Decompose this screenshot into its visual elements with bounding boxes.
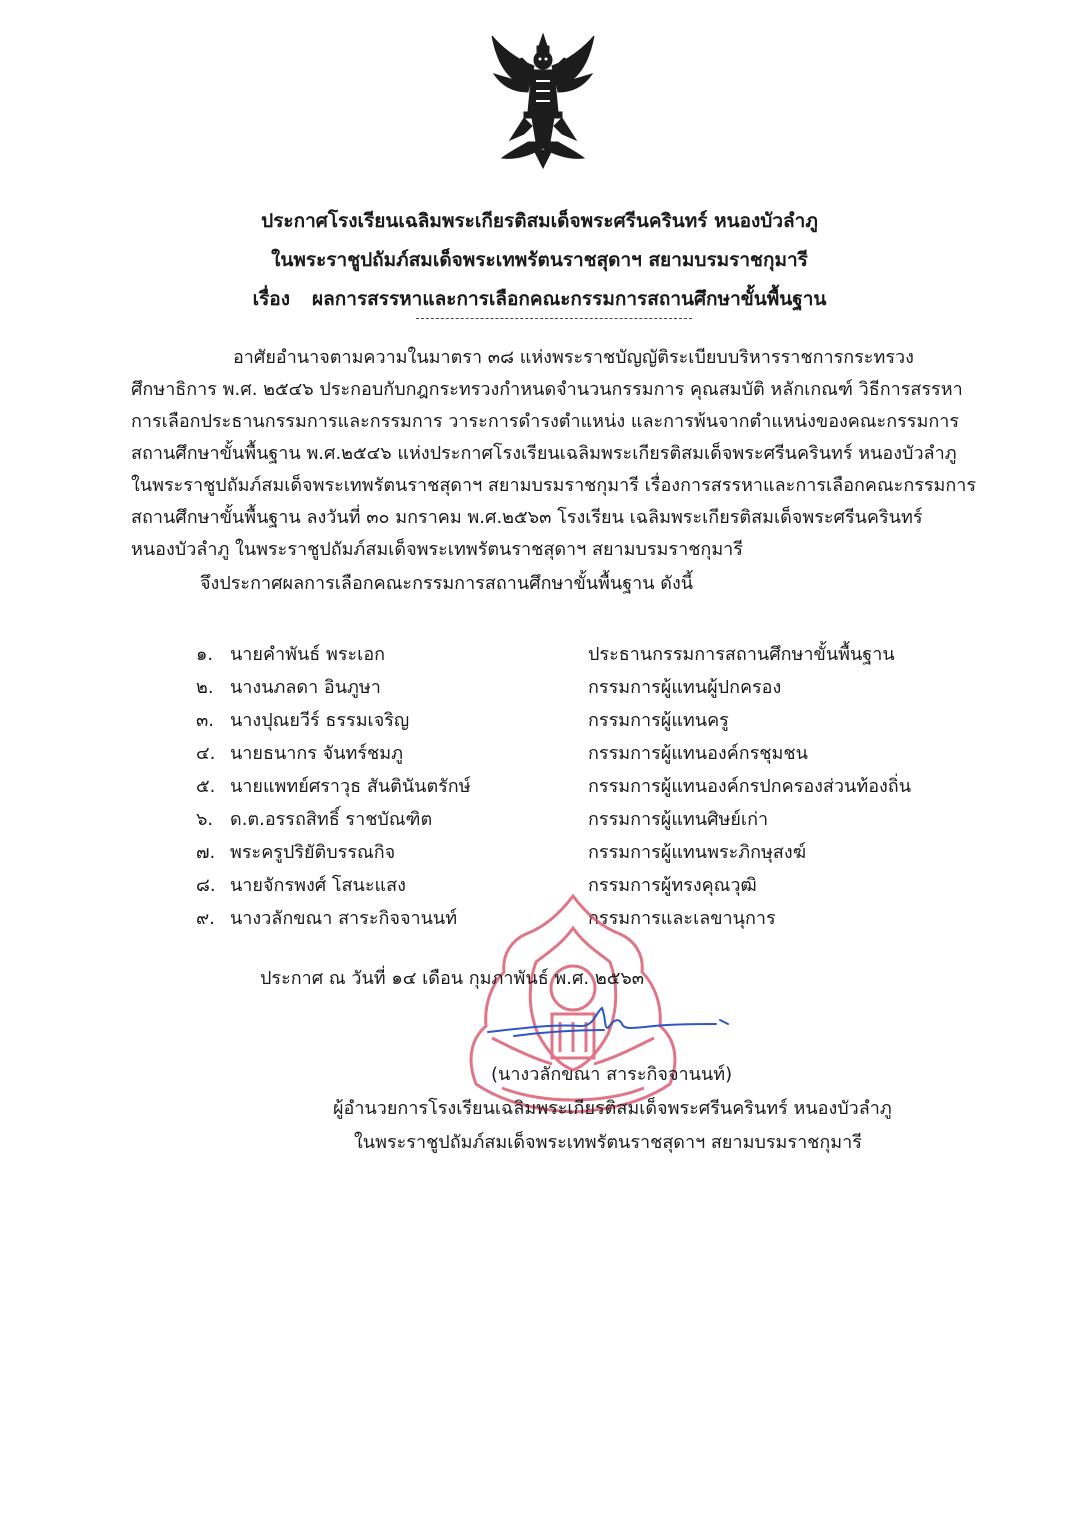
member-number: ๔. — [196, 743, 216, 764]
member-row — [0, 837, 1079, 865]
member-role: กรรมการผู้แทนองค์กรปกครองส่วนท้องถิ่น — [588, 776, 911, 797]
member-row — [0, 705, 1079, 733]
title-line-1: ประกาศโรงเรียนเฉลิมพระเกียรติสมเด็จพระศรีนครินทร์ หนองบัวลำภู — [261, 210, 818, 232]
member-role: กรรมการและเลขานุการ — [588, 908, 776, 929]
member-role: กรรมการผู้แทนศิษย์เก่า — [588, 809, 769, 830]
subject-line — [0, 284, 1079, 314]
member-number: ๖. — [196, 809, 214, 830]
announcement-date: ประกาศ ณ วันที่ ๑๔ เดือน กุมภาพันธ์ พ.ศ. ๒๕๖๓ — [260, 968, 645, 989]
member-row — [0, 771, 1079, 799]
garuda-emblem-icon — [488, 30, 598, 170]
member-number: ๓. — [196, 710, 215, 731]
signer-name: (นางวลักขณา สาระกิจจานนท์) — [491, 1064, 733, 1085]
member-name: นายธนากร จันทร์ชมภู — [230, 743, 403, 764]
member-number: ๗. — [196, 842, 216, 863]
divider — [416, 318, 692, 319]
member-role: กรรมการผู้แทนพระภิกษุสงฆ์ — [588, 842, 807, 863]
member-number: ๙. — [196, 908, 215, 929]
member-name: นายแพทย์ศราวุธ สันตินันตรักษ์ — [230, 776, 471, 797]
paragraph-line: ในพระราชูปถัมภ์สมเด็จพระเทพรัตนราชสุดาฯ สยามบรมราชกุมารี เรื่องการสรรหาและการเลือกคณะกรรมการ — [131, 475, 977, 496]
paragraph-line: สถานศึกษาขั้นพื้นฐาน ลงวันที่ ๓๐ มกราคม พ.ศ.๒๕๖๓ โรงเรียน เฉลิมพระเกียรติสมเด็จพระศรีนครินทร์ — [131, 507, 923, 528]
member-row — [0, 639, 1079, 667]
paragraph-line: การเลือกประธานกรรมการและกรรมการ วาระการดำรงตำแหน่ง และการพ้นจากตำแหน่งของคณะกรรมการ — [131, 411, 959, 432]
member-role: กรรมการผู้แทนองค์กรชุมชน — [588, 743, 808, 764]
signature-icon — [484, 1002, 734, 1052]
member-name: นางปุณยวีร์ ธรรมเจริญ — [230, 710, 410, 731]
member-name: นางนภลดา อินภูษา — [230, 677, 381, 698]
member-number: ๑. — [196, 644, 214, 665]
subject-label: เรื่อง — [252, 288, 290, 310]
member-row — [0, 738, 1079, 766]
member-name: พระครูปริยัติบรรณกิจ — [230, 842, 396, 863]
paragraph-line: หนองบัวลำภู ในพระราชูปถัมภ์สมเด็จพระเทพรัตนราชสุดาฯ สยามบรมราชกุมารี — [131, 539, 743, 560]
paragraph-line: สถานศึกษาขั้นพื้นฐาน พ.ศ.๒๕๔๖ แห่งประกาศโรงเรียนเฉลิมพระเกียรติสมเด็จพระศรีนครินทร์ หนองบัวลำภู — [131, 443, 957, 464]
member-name: ด.ต.อรรถสิทธิ์ ราชบัณฑิต — [230, 809, 433, 830]
member-row — [0, 804, 1079, 832]
title-line-2: ในพระราชูปถัมภ์สมเด็จพระเทพรัตนราชสุดาฯ สยามบรมราชกุมารี — [271, 249, 808, 271]
member-role: กรรมการผู้แทนครู — [588, 710, 729, 731]
subject-text: ผลการสรรหาและการเลือกคณะกรรมการสถานศึกษาขั้นพื้นฐาน — [312, 288, 827, 310]
member-number: ๕. — [196, 776, 216, 797]
paragraph-line: ศึกษาธิการ พ.ศ. ๒๕๔๖ ประกอบกับกฎกระทรวงกำหนดจำนวนกรรมการ คุณสมบัติ หลักเกณฑ์ วิธีการสรรหา — [131, 379, 963, 400]
member-row — [0, 672, 1079, 700]
member-number: ๒. — [196, 677, 214, 698]
member-number: ๘. — [196, 875, 216, 896]
member-name: นายจักรพงศ์ โสนะแสง — [230, 875, 406, 896]
member-role: กรรมการผู้แทนผู้ปกครอง — [588, 677, 782, 698]
member-name: นางวลักขณา สาระกิจจานนท์ — [230, 908, 458, 929]
member-name: นายคำพันธ์ พระเอก — [230, 644, 386, 665]
paragraph-line: อาศัยอำนาจตามความในมาตรา ๓๘ แห่งพระราชบัญญัติระเบียบบริหารราชการกระทรวง — [233, 347, 914, 368]
member-role: ประธานกรรมการสถานศึกษาขั้นพื้นฐาน — [588, 644, 895, 665]
announcement-line: จึงประกาศผลการเลือกคณะกรรมการสถานศึกษาขั้นพื้นฐาน ดังนี้ — [200, 573, 694, 594]
member-role: กรรมการผู้ทรงคุณวุฒิ — [588, 875, 757, 896]
signer-title-2: ในพระราชูปถัมภ์สมเด็จพระเทพรัตนราชสุดาฯ สยามบรมราชกุมารี — [354, 1132, 862, 1153]
signer-title: ผู้อำนวยการโรงเรียนเฉลิมพระเกียรติสมเด็จพระศรีนครินทร์ หนองบัวลำภู — [333, 1098, 892, 1119]
